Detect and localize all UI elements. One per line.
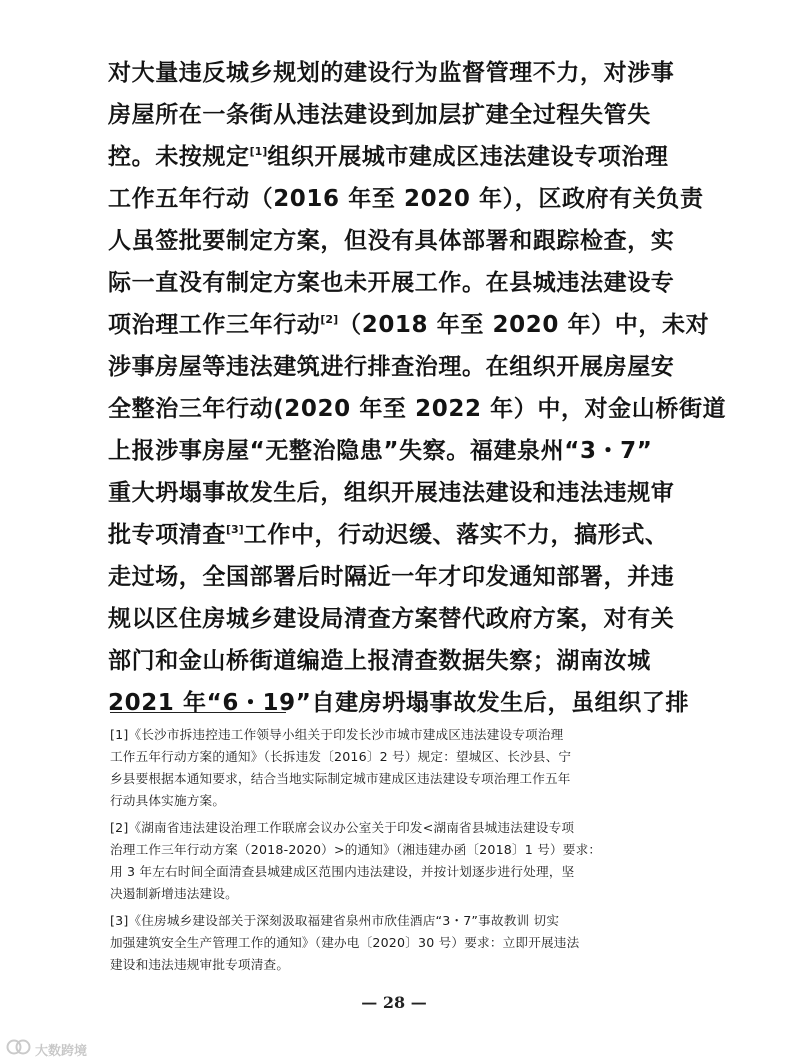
footnote-divider	[110, 712, 286, 713]
body-line-11: 重大坍塌事故发生后，组织开展违法建设和违法违规审	[108, 480, 675, 506]
footnote-line-2: 工作五年行动方案的通知》（长拆违发〔2016〕2 号）规定：望城区、长沙县、宁	[110, 749, 572, 764]
footnote-ref-3[interactable]: [3]	[226, 523, 244, 536]
body-line-3	[108, 137, 684, 181]
body-line-4: 工作五年行动（2016 年至 2020 年），区政府有关负责	[108, 186, 704, 212]
body-line-7	[108, 305, 710, 349]
footnote-line-1: [1]《长沙市拆违控违工作领导小组关于印发长沙市城市建成区违法建设专项治理	[110, 727, 564, 742]
body-text: （2018 年至 2020 年）中，未对	[338, 312, 710, 338]
body-line-14: 规以区住房城乡建设局清查方案替代政府方案，对有关	[108, 606, 675, 632]
body-line-13: 走过场，全国部署后时隔近一年才印发通知部署，并违	[108, 564, 675, 590]
footnote-line-10: 加强建筑安全生产管理工作的通知》（建办电〔2020〕30 号）要求：立即开展违法	[110, 935, 580, 950]
body-text: 工作中，行动迟缓、落实不力，搞形式、	[243, 522, 669, 548]
footnote-ref-2[interactable]: [2]	[320, 313, 339, 326]
logo-icon	[6, 1038, 32, 1060]
footnote-line-7: 用 3 年左右时间全面清查县城建成区范围内违法建设，并按计划逐步进行处理，坚	[110, 864, 575, 879]
footnote-line-11: 建设和违法违规审批专项清查。	[110, 957, 290, 972]
body-line-2: 房屋所在一条街从违法建设到加层扩建全过程失管失	[108, 102, 651, 128]
body-line-5: 人虽签批要制定方案，但没有具体部署和跟踪检查，实	[108, 228, 675, 254]
body-text: 控。未按规定	[108, 144, 250, 170]
footnote-line-6: 治理工作三年行动方案（2018-2020）>的通知》（湘违建办函〔2018〕1 号）要求：	[110, 842, 602, 857]
footnote-line-9: [3]《住房城乡建设部关于深刻汲取福建省泉州市欣佳酒店“3・7”事故教训 切实	[110, 913, 560, 928]
body-line-12	[108, 515, 684, 559]
footnote-line-5: [2]《湖南省违法建设治理工作联席会议办公室关于印发<湖南省县城违法建设专项	[110, 820, 575, 835]
footnote-line-3: 乡县要根据本通知要求，结合当地实际制定城市建成区违法建设专项治理工作五年	[110, 771, 571, 786]
body-line-8: 涉事房屋等违法建筑进行排查治理。在组织开展房屋安	[108, 354, 675, 380]
body-line-1: 对大量违反城乡规划的建设行为监督管理不力，对涉事	[108, 60, 675, 86]
body-text: 组织开展城市建成区违法建设专项治理	[267, 144, 669, 170]
page-number: — 28 —	[361, 993, 427, 1012]
body-text: 批专项清查	[108, 522, 226, 548]
footnote-ref-1[interactable]: [1]	[249, 145, 268, 158]
body-line-15: 部门和金山桥街道编造上报清查数据失察；湖南汝城	[108, 648, 651, 674]
footnote-line-8: 决遏制新增违法建设。	[110, 886, 238, 901]
body-line-16: 2021 年“6・19”自建房坍塌事故发生后，虽组织了排	[108, 690, 690, 716]
watermark-text: 大数跨境	[35, 1043, 88, 1059]
footnote-line-4: 行动具体实施方案。	[110, 793, 226, 808]
body-text: 项治理工作三年行动	[108, 312, 321, 338]
body-line-6: 际一直没有制定方案也未开展工作。在县城违法建设专	[108, 270, 675, 296]
watermark	[6, 1038, 87, 1060]
body-line-9: 全整治三年行动(2020 年至 2022 年）中，对金山桥街道	[108, 396, 727, 422]
body-line-10: 上报涉事房屋“无整治隐患”失察。福建泉州“3・7”	[108, 438, 653, 464]
